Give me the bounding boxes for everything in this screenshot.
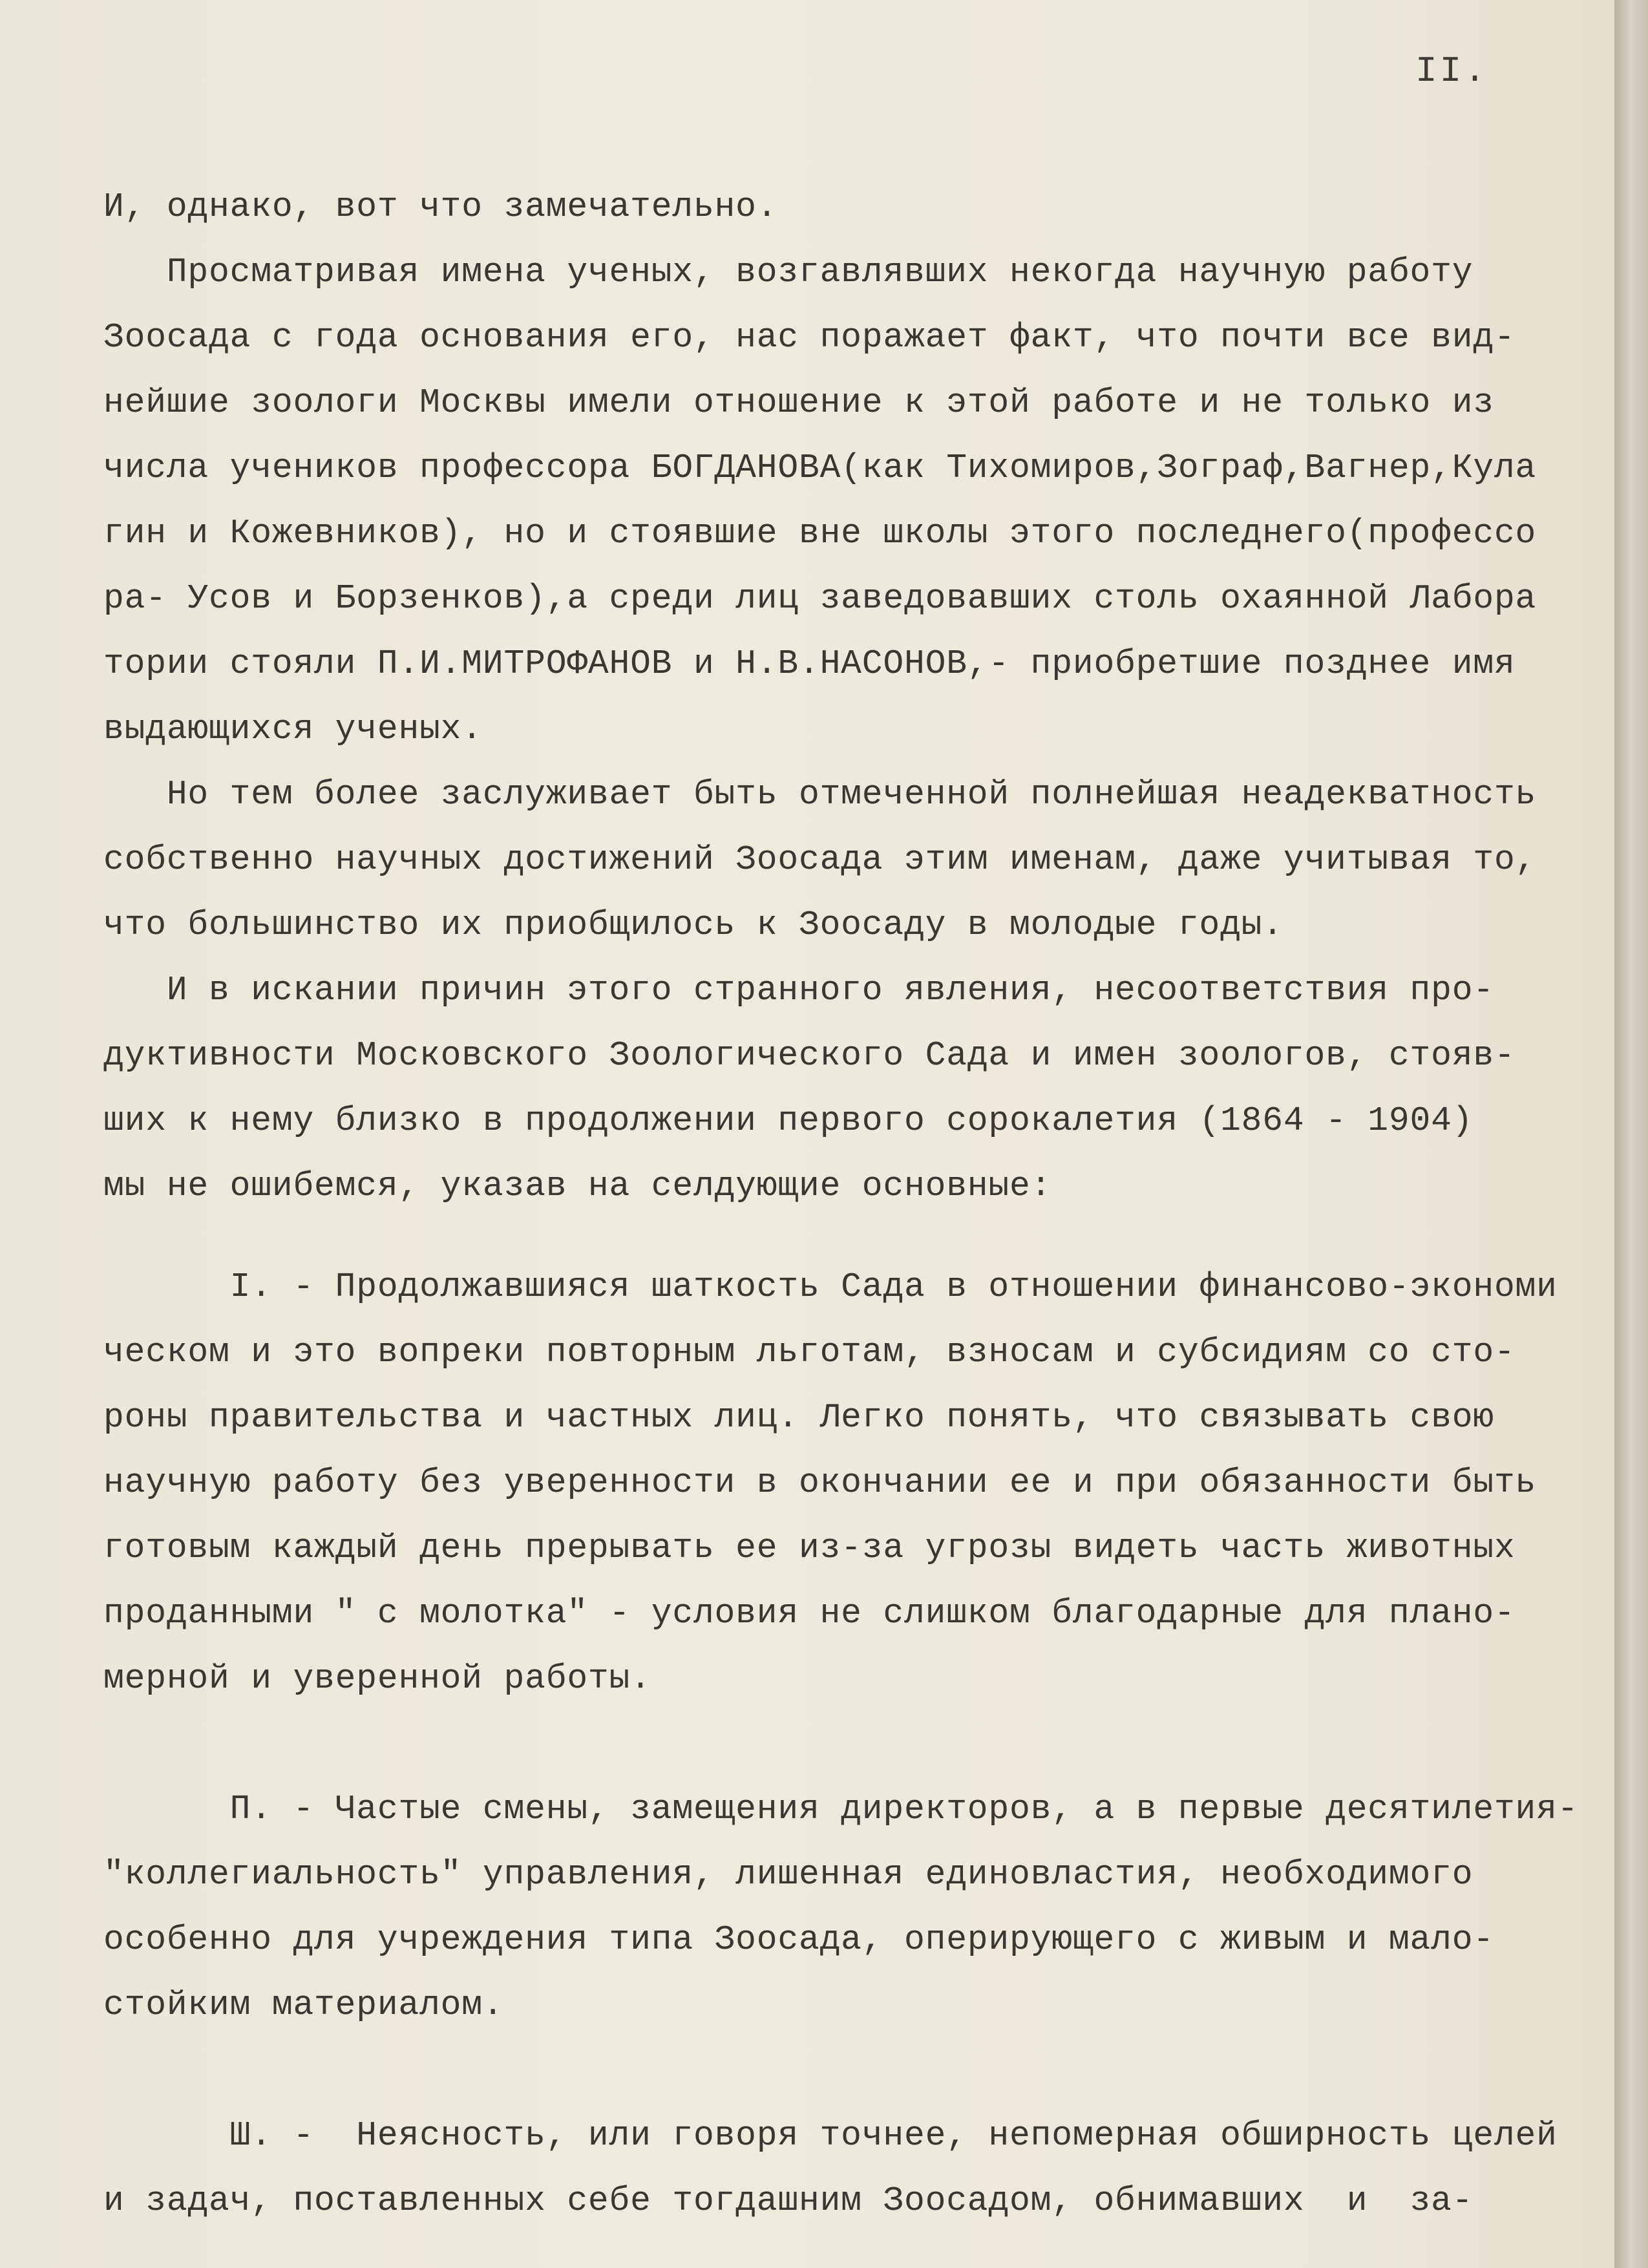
text-line: нейшие зоологи Москвы имели отношение к этой работе и не только из [103,383,1494,422]
paragraph-gap [103,2038,1583,2103]
text-line: ших к нему близко в продолжении первого сорокалетия (1864 - 1904) [103,1101,1474,1140]
paragraph-gap [103,1219,1583,1255]
text-line: тории стояли П.И.МИТРОФАНОВ и Н.В.НАСОНОВ,- приобретшие позднее имя [103,644,1516,683]
paragraph-gap [103,1712,1583,1777]
text-line: ра- Усов и Борзенков),а среди лиц заведовавших столь охаянной Лабора [103,579,1537,618]
text-line: И, однако, вот что замечательно. [103,187,778,226]
text-line: гин и Кожевников), но и стоявшие вне школы этого последнего(профессо [103,514,1537,553]
text-line: стойким материалом. [103,1986,504,2024]
text-line: что большинство их приобщилось к Зоосаду в молодые годы. [103,906,1284,944]
typewritten-text [103,175,1583,2234]
text-line: дуктивности Московского Зоологического Сада и имен зоологов, стояв- [103,1036,1516,1075]
text-line: ческом и это вопреки повторным льготам, взносам и субсидиям со сто- [103,1333,1516,1372]
text-line: мерной и уверенной работы. [103,1659,651,1698]
text-line: И в искании причин этого странного явления, несоответствия про- [103,971,1494,1010]
text-line: Ш. - Неясность, или говоря точнее, непомерная обширность целей [103,2116,1558,2155]
text-line: П. - Частые смены, замещения директоров, а в первые десятилетия- [103,1790,1579,1828]
text-line: "коллегиальность" управления, лишенная единовластия, необходимого [103,1855,1474,1894]
page-number: II. [1415,50,1488,92]
text-line: мы не ошибемся, указав на селдующие основные: [103,1167,1052,1205]
scanner-background-edge [1614,0,1648,2268]
text-line: собственно научных достижений Зоосада этим именам, даже учитывая то, [103,840,1537,879]
text-line: проданными " с молотка" - условия не слишком благодарные для плано- [103,1594,1516,1633]
text-line: числа учеников профессора БОГДАНОВА(как Тихомиров,Зограф,Вагнер,Кула [103,449,1537,487]
text-line: научную работу без уверенности в окончании ее и при обязанности быть [103,1463,1537,1502]
text-line: I. - Продолжавшияся шаткость Сада в отношении финансово-экономи [103,1267,1558,1306]
text-line: Просматривая имена ученых, возгавлявших некогда научную работу [103,253,1474,291]
text-line: особенно для учреждения типа Зоосада, оперирующего с живым и мало- [103,1920,1494,1959]
text-line: готовым каждый день прерывать ее из-за угрозы видеть часть животных [103,1529,1516,1567]
text-line: Но тем более заслуживает быть отмеченной полнейшая неадекватность [103,775,1537,814]
text-line: выдающихся ученых. [103,710,483,748]
text-line: Зоосада с года основания его, нас поражает факт, что почти все вид- [103,318,1516,357]
text-line: роны правительства и частных лиц. Легко понять, что связывать свою [103,1398,1494,1437]
text-line: и задач, поставленных себе тогдашним Зоосадом, обнимавших и за- [103,2181,1474,2220]
